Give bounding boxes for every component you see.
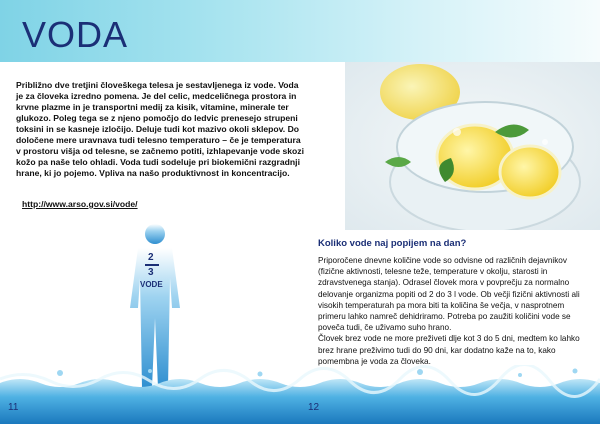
page-title: VODA — [22, 14, 129, 55]
fraction-bar — [145, 264, 159, 266]
water-splash-footer — [0, 365, 600, 424]
lemon-water-illustration — [345, 62, 600, 230]
section-paragraph-1: Priporočene dnevne količine vode so odvisne od različnih dejavnikov (fizične aktivnosti, telesne teže, temperature v okolju, starosti in zdravstvenega stanja). Odrasel človek mora v povprečju za normalno delovanje organizma popiti od 2 do 3 l vode. Ob večji fizični aktivnosti ali visokih temperaturah pa mora biti ta količina še večja, v nasprotnem primeru lahko namreč dehidriramo. Potreba po zaužiti količini vode se poveča tudi, če uživamo suho hrano. — [318, 256, 580, 333]
source-link[interactable]: http://www.arso.gov.si/vode/ — [22, 199, 138, 209]
fraction-label: VODE — [140, 280, 163, 289]
section-heading: Koliko vode naj popijem na dan? — [318, 238, 467, 249]
section-body — [318, 255, 586, 367]
water-wave-illustration — [0, 365, 600, 424]
header-banner — [0, 0, 600, 62]
lemon-water-photo — [345, 62, 600, 230]
fraction-numerator: 2 — [148, 252, 154, 263]
page-number-left: 11 — [8, 402, 19, 413]
intro-text: Približno dve tretjini človeškega telesa je sestavljenega iz vode. Voda je za človeka izredno pomena. Je del celic, medceličnega prostora in krvne plazme in je transportni medij za kisik, vitamine, minerale ter glukozo. Poleg tega se z njeno pomočjo do ledvic prenesejo strupeni toksini in se kasneje izločijo. Deluje tudi kot mazivo okoli sklepov. Do določene mere uravnava tudi telesno temperaturo – če je temperatura v prostoru višja od telesne, se začnemo potiti, izhlapevanje vode skozi kožo pa naše telo ohladi. Voda tudi sodeluje pri biokemični razgradnji hrane, ki jo pojemo. Vpliva na našo produktivnost in koncentracijo. — [16, 80, 304, 178]
section-paragraph-2: Človek brez vode ne more preživeti dlje kot 3 do 5 dni, medtem ko lahko brez hrane preživimo tudi do 90 dni, kar dodatno kaže na to, kako pomembna je voda za človeka. — [318, 334, 580, 366]
page-number-right: 12 — [308, 402, 320, 413]
fraction-denominator: 3 — [148, 267, 154, 278]
intro-paragraph — [16, 80, 306, 179]
